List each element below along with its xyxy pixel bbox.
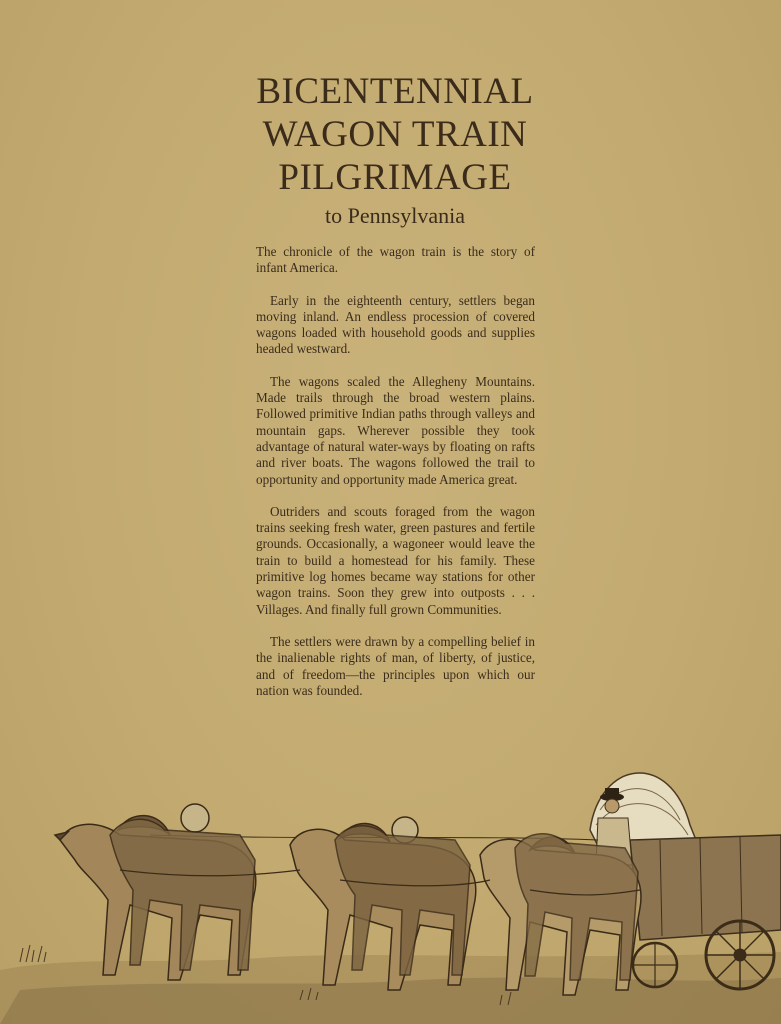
paragraph-3: The wagons scaled the Allegheny Mountains. Made trails through the broad western plains. Followed primitive Indian paths through valleys and mountain gaps. Wherever possible they took advantage of natural water-ways by floating on rafts and river boats. The wagons followed the trail to opportunity and opportunity made America great.	[256, 373, 535, 487]
wagon-wheel-small	[633, 943, 677, 987]
paragraph-5: The settlers were drawn by a compelling belief in the inalienable rights of man, of liberty, of justice, and of freedom—the principles upon which our nation was founded.	[256, 633, 535, 698]
title-line-1: BICENTENNIAL	[256, 71, 534, 112]
title-line-2: WAGON TRAIN	[262, 114, 528, 155]
paragraph-4: Outriders and scouts foraged from the wagon trains seeking fresh water, green pastures and fertile grounds. Occasionally, a wagoneer would leave the train to build a homestead for his family. These primitive log homes became way stations for other wagon trains. Soon they grew into outposts . . . Villages. And finally full grown Communities.	[256, 503, 535, 617]
wagon-wheel	[706, 921, 774, 989]
paragraph-1: The chronicle of the wagon train is the story of infant America.	[256, 244, 535, 276]
title-block	[180, 70, 610, 229]
paragraph-2: Early in the eighteenth century, settlers began moving inland. An endless procession of covered wagons loaded with household goods and supplies headed westward.	[256, 292, 535, 357]
subtitle: to Pennsylvania	[325, 203, 465, 228]
body-text	[256, 244, 535, 715]
title-line-3: PILGRIMAGE	[278, 157, 512, 198]
wagon-body	[630, 835, 781, 940]
wagon-train-illustration	[0, 740, 781, 1024]
